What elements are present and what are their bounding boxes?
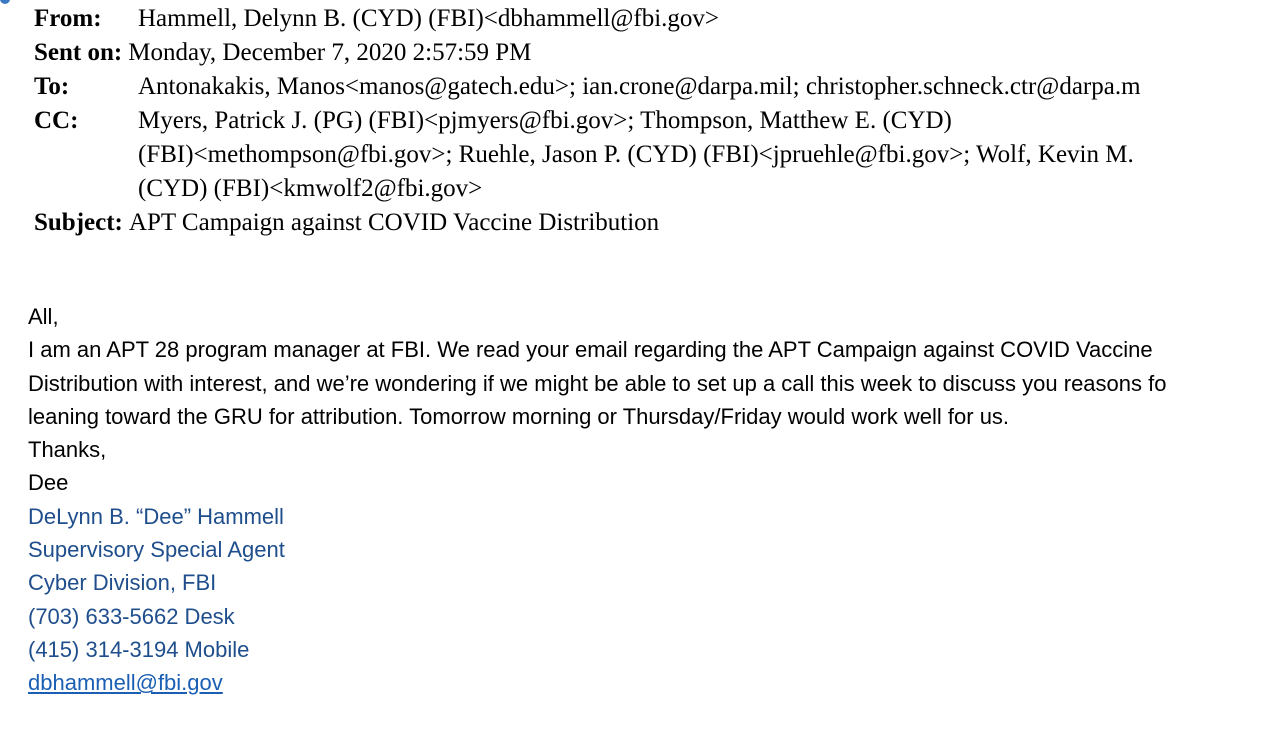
to-row: [34, 70, 1284, 104]
subject-value: APT Campaign against COVID Vaccine Distribution: [128, 209, 660, 236]
signature-name: DeLynn B. “Dee” Hammell: [28, 503, 284, 529]
greeting: All,: [28, 304, 59, 329]
sender-short-name: Dee: [28, 470, 69, 496]
signature-email-link[interactable]: dbhammell@fbi.gov: [28, 670, 223, 696]
from-value: Hammell, Delynn B. (CYD) (FBI)<dbhammell@fbi.gov>: [138, 5, 720, 32]
email-body: [28, 300, 1166, 700]
cc-row: [34, 104, 1284, 206]
to-label: To:: [34, 73, 70, 100]
cc-label: CC:: [34, 107, 79, 134]
signature-title: Supervisory Special Agent: [28, 537, 285, 563]
signature-mobile-phone: (415) 314-3194 Mobile: [28, 636, 250, 662]
signature-division: Cyber Division, FBI: [28, 570, 217, 596]
email-header: [34, 2, 1284, 240]
to-value: Antonakakis, Manos<manos@gatech.edu>; ian.crone@darpa.mil; christopher.schneck.ctr@darpa.m: [138, 73, 1141, 100]
from-row: [34, 2, 1284, 36]
cc-line: (CYD) (FBI)<kmwolf2@fbi.gov>: [138, 175, 483, 202]
subject-row: [34, 206, 1284, 240]
cc-value: [138, 104, 1284, 206]
signature-desk-phone: (703) 633-5662 Desk: [28, 603, 235, 629]
body-line: Distribution with interest, and we’re wondering if we might be able to set up a call this week to discuss you reasons fo: [28, 370, 1167, 396]
cc-line: (FBI)<methompson@fbi.gov>; Ruehle, Jason P. (CYD) (FBI)<jpruehle@fbi.gov>; Wolf, Kevin M.: [138, 141, 1134, 168]
sent-row: [34, 36, 1284, 70]
cc-line: Myers, Patrick J. (PG) (FBI)<pjmyers@fbi.gov>; Thompson, Matthew E. (CYD): [138, 107, 952, 134]
corner-marker: [0, 0, 10, 4]
body-line: leaning toward the GRU for attribution. Tomorrow morning or Thursday/Friday would work well for us.: [28, 403, 1010, 429]
sent-label: Sent on:: [34, 39, 123, 66]
body-line: I am an APT 28 program manager at FBI. We read your email regarding the APT Campaign against COVID Vaccine: [28, 337, 1153, 363]
subject-label: Subject:: [34, 209, 123, 236]
closing: Thanks,: [28, 437, 107, 463]
sent-value: Monday, December 7, 2020 2:57:59 PM: [128, 39, 532, 66]
from-label: From:: [34, 5, 102, 32]
